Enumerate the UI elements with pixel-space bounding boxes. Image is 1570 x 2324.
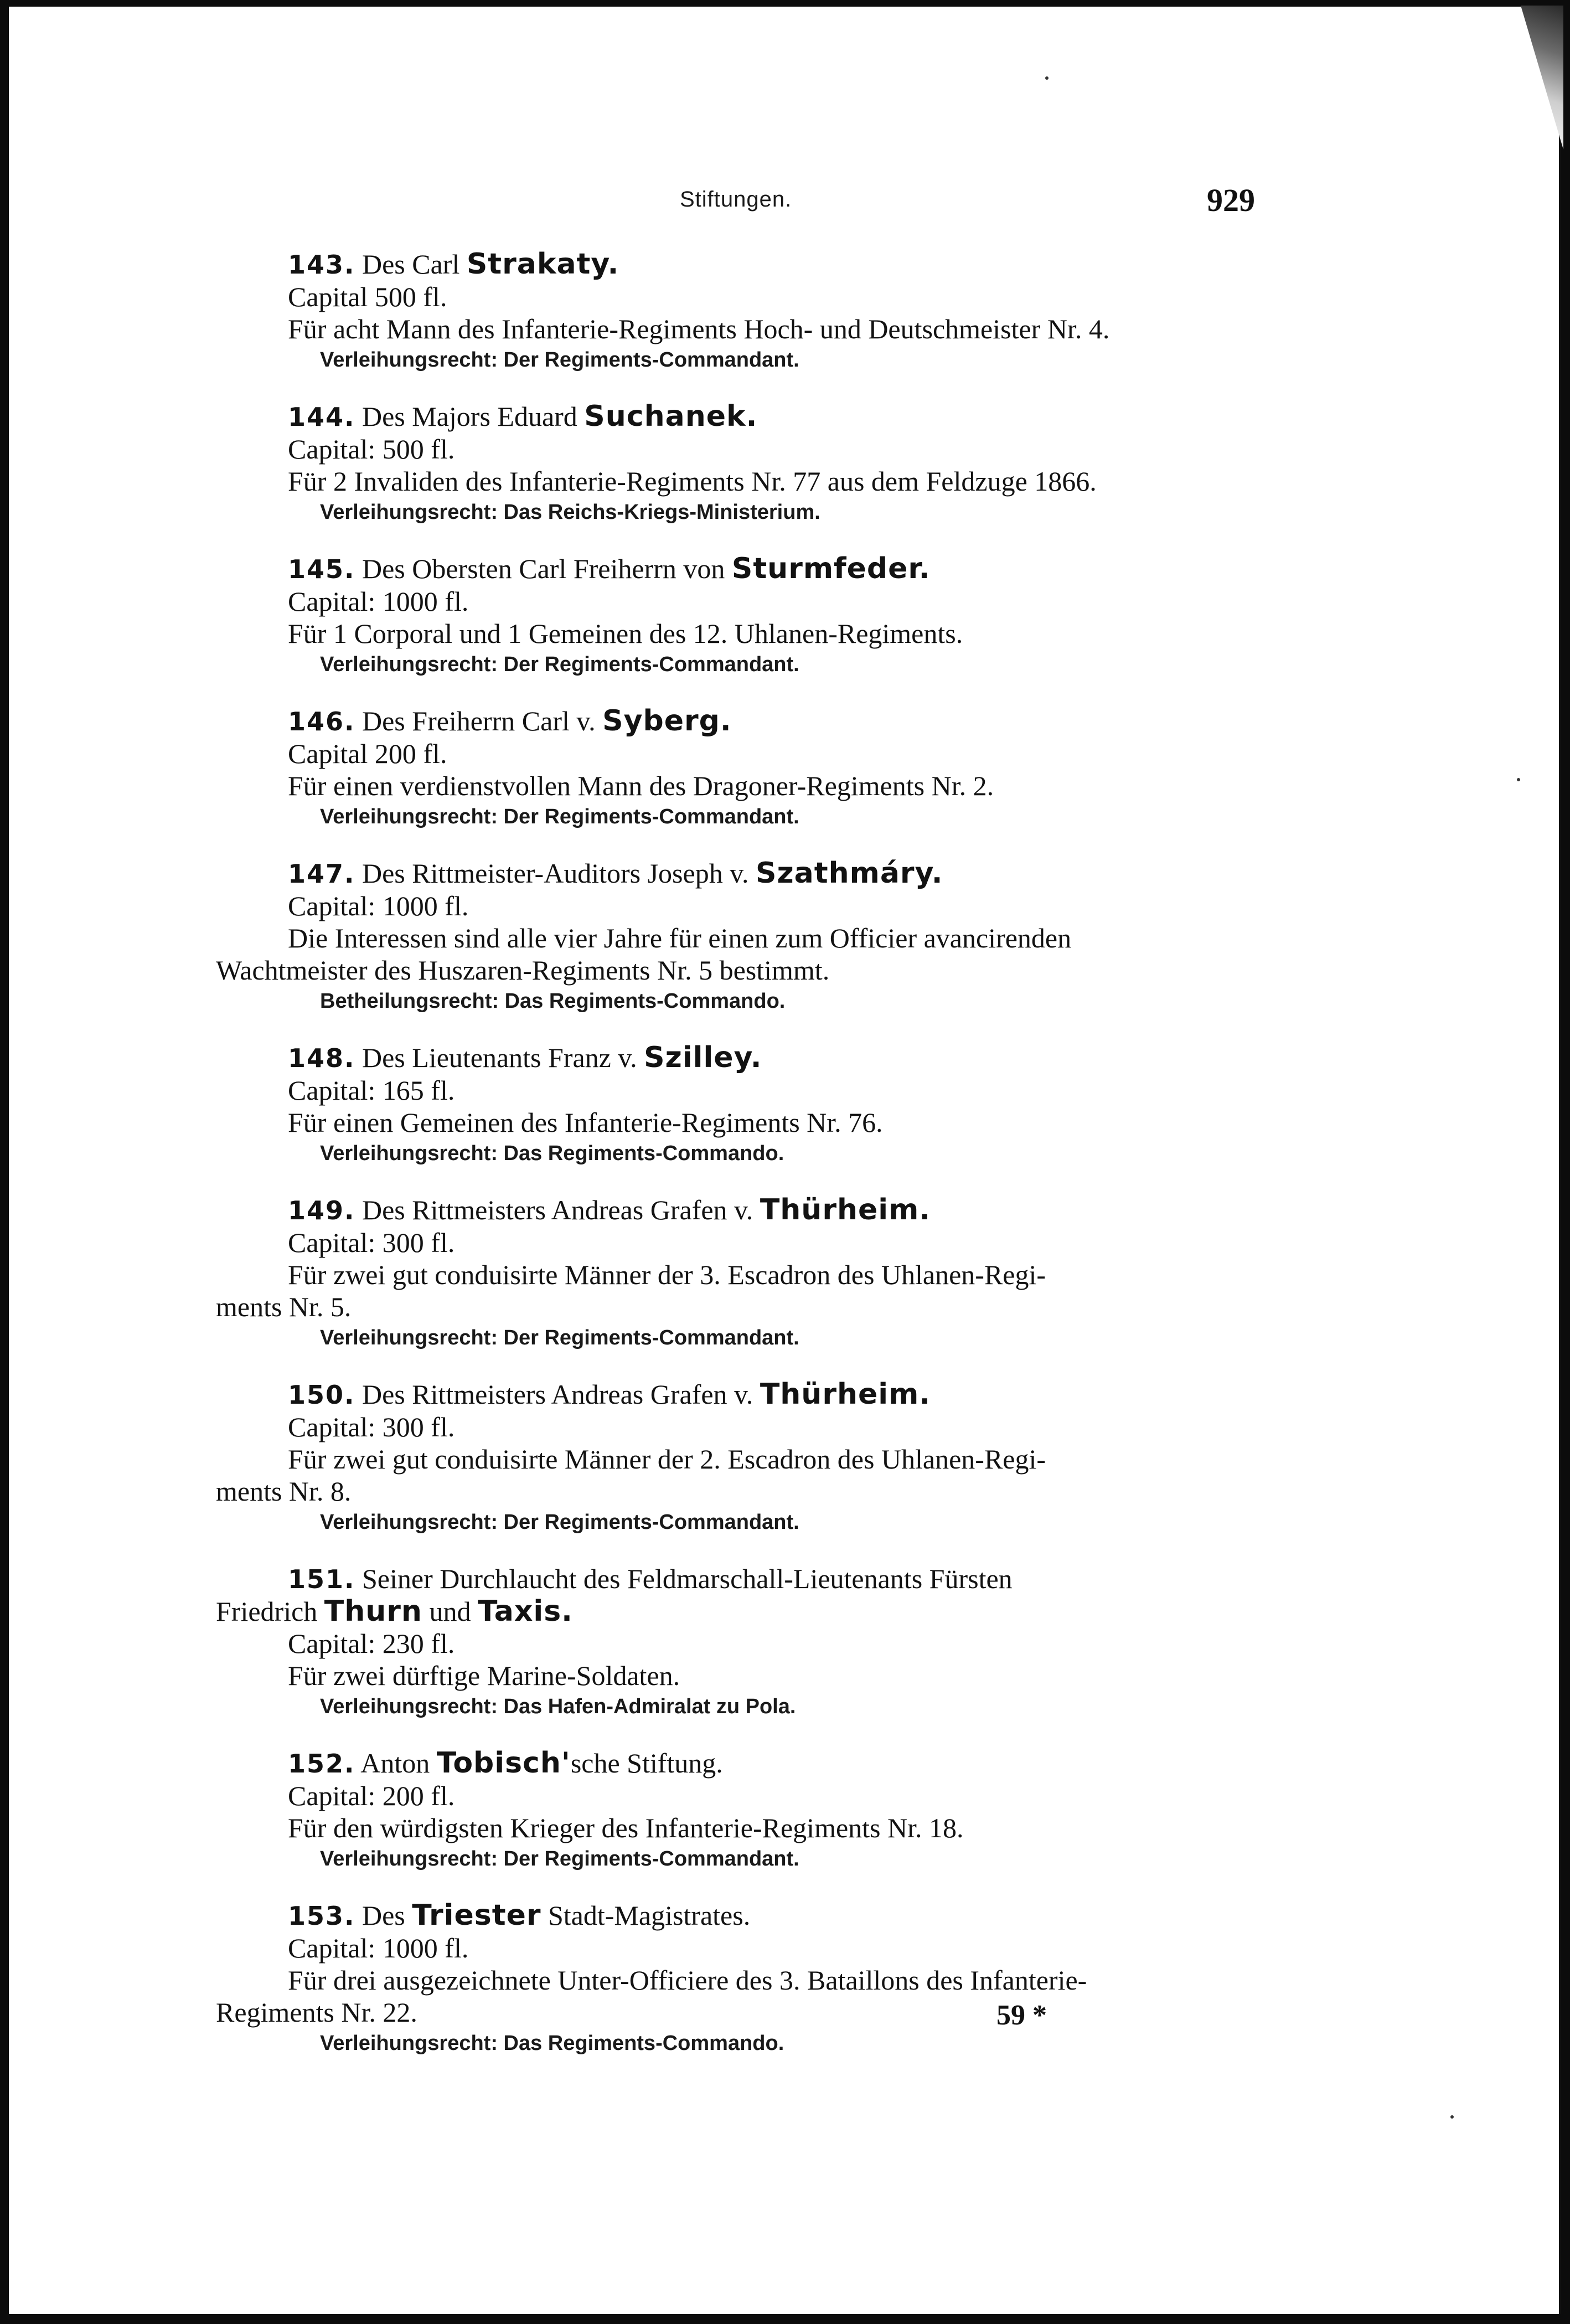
entry-name: Triester <box>412 1899 541 1932</box>
entry-number: 149. <box>288 1196 355 1225</box>
entry-title-text: Anton <box>360 1748 430 1779</box>
entry-number: 151. <box>288 1564 355 1594</box>
entry-title-text: Des Carl <box>362 249 460 280</box>
entry-title <box>288 248 1262 281</box>
entry-capital: Capital: 200 fl. <box>288 1780 455 1811</box>
entry-title-text: Des <box>362 1900 405 1931</box>
entry-purpose: Für 1 Corporal und 1 Gemeinen des 12. Uhlanen-Regiments. <box>288 618 963 649</box>
entry-right: Verleihungsrecht: Der Regiments-Commandant. <box>320 1511 799 1534</box>
entry-purpose: Für acht Mann des Infanterie-Regiments Hoch- und Deutschmeister Nr. 4. <box>288 313 1110 344</box>
entry-title <box>288 1899 1262 1932</box>
entry-name: Szathmáry. <box>755 857 943 890</box>
entry-purpose: Für den würdigsten Krieger des Infanterie-Regiments Nr. 18. <box>288 1812 964 1843</box>
entry-capital: Capital: 300 fl. <box>288 1411 455 1442</box>
entry-right: Verleihungsrecht: Der Regiments-Commandant. <box>320 348 799 372</box>
entry-right: Verleihungsrecht: Das Hafen-Admiralat zu Pola. <box>320 1695 796 1718</box>
entry-title-text: Friedrich <box>216 1596 318 1627</box>
entry-purpose: Für 2 Invaliden des Infanterie-Regiments Nr. 77 aus dem Feldzuge 1866. <box>288 466 1097 497</box>
entry-right: Verleihungsrecht: Der Regiments-Commandant. <box>320 1326 799 1349</box>
entry-number: 150. <box>288 1380 355 1410</box>
entry-purpose-line: Für zwei gut conduisirte Männer der 2. Escadron des Uhlanen-Regi- <box>288 1444 1046 1475</box>
entry-purpose-continuation: Regiments Nr. 22. <box>216 1997 417 2028</box>
entry-number: 144. <box>288 402 355 432</box>
entry-title-text: Stadt-Magistrates. <box>548 1900 751 1931</box>
speck <box>1450 2115 1454 2119</box>
scan-edge-top <box>0 0 1570 7</box>
entry-title-text: Des Rittmeister-Auditors Joseph v. <box>362 858 749 889</box>
entry-title <box>288 400 1262 433</box>
foundation-entry <box>216 1899 1262 2057</box>
entry-title <box>288 1042 1262 1074</box>
entry-capital: Capital: 1000 fl. <box>288 1933 469 1964</box>
entry-number: 145. <box>288 554 355 584</box>
entry-title <box>288 1747 1262 1780</box>
foundations-list <box>216 248 1262 2084</box>
entry-name: Syberg. <box>602 704 732 738</box>
foundation-entry <box>216 1193 1262 1352</box>
scan-edge-left <box>0 0 9 2324</box>
entry-purpose-continuation: ments Nr. 8. <box>216 1476 352 1507</box>
entry-title-text: sche Stiftung. <box>570 1748 723 1779</box>
entry-title-continuation <box>216 1595 1262 1627</box>
running-head: Stiftungen. <box>680 187 792 212</box>
entry-title <box>288 1194 1262 1227</box>
entry-title-text: Des Obersten Carl Freiherrn von <box>362 553 725 584</box>
entry-purpose-line: Für drei ausgezeichnete Unter-Officiere des 3. Bataillons des Infanterie- <box>288 1965 1087 1996</box>
entry-purpose: Für einen verdienstvollen Mann des Dragoner-Regiments Nr. 2. <box>288 770 994 801</box>
entry-name: Szilley. <box>644 1041 762 1074</box>
entry-purpose-line: Die Interessen sind alle vier Jahre für einen zum Officier avancirenden <box>288 923 1072 954</box>
entry-right: Verleihungsrecht: Der Regiments-Commandant. <box>320 805 799 828</box>
entry-purpose <box>216 922 1262 986</box>
entry-purpose <box>216 1259 1262 1323</box>
entry-name: Tobisch' <box>436 1746 571 1780</box>
entry-right: Verleihungsrecht: Das Regiments-Commando. <box>320 2032 784 2055</box>
entry-right: Verleihungsrecht: Das Regiments-Commando. <box>320 1142 784 1165</box>
entry-capital: Capital: 1000 fl. <box>288 586 469 617</box>
entry-title <box>288 553 1262 585</box>
entry-right: Verleihungsrecht: Das Reichs-Kriegs-Ministerium. <box>320 501 820 524</box>
foundation-entry <box>216 857 1262 1015</box>
entry-title <box>216 1563 1262 1628</box>
entry-capital: Capital: 300 fl. <box>288 1227 455 1258</box>
entry-title-text: Des Majors Eduard <box>362 401 577 432</box>
entry-title <box>288 857 1262 890</box>
entry-title-text: und <box>429 1596 471 1627</box>
entry-right: Betheilungsrecht: Das Regiments-Commando. <box>320 990 786 1013</box>
entry-purpose-continuation: Wachtmeister des Huszaren-Regiments Nr. 5 bestimmt. <box>216 955 830 986</box>
entry-capital: Capital: 1000 fl. <box>288 890 469 921</box>
entry-title-text: Des Lieutenants Franz v. <box>362 1042 637 1073</box>
entry-purpose-continuation: ments Nr. 5. <box>216 1291 352 1322</box>
entry-right: Verleihungsrecht: Der Regiments-Commandant. <box>320 1847 799 1870</box>
foundation-entry <box>216 1378 1262 1536</box>
entry-title <box>288 705 1262 738</box>
entry-purpose <box>216 1964 1262 2028</box>
entry-title <box>288 1378 1262 1411</box>
entry-purpose-line: Für zwei gut conduisirte Männer der 3. Escadron des Uhlanen-Regi- <box>288 1259 1046 1290</box>
entry-name: Suchanek. <box>584 400 758 433</box>
entry-capital: Capital 500 fl. <box>288 281 447 312</box>
entry-title-text: Des Rittmeisters Andreas Grafen v. <box>362 1194 753 1225</box>
entry-capital: Capital: 165 fl. <box>288 1075 455 1106</box>
entry-number: 143. <box>288 250 355 280</box>
entry-name: Thürheim. <box>760 1378 931 1411</box>
foundation-entry <box>288 400 1262 526</box>
entry-name: Taxis. <box>477 1595 573 1628</box>
entry-purpose: Für zwei dürftige Marine-Soldaten. <box>288 1660 680 1691</box>
entry-number: 148. <box>288 1043 355 1073</box>
entry-name: Thürheim. <box>760 1193 931 1227</box>
entry-number: 153. <box>288 1901 355 1931</box>
signature-mark: 59 * <box>996 2000 1047 2031</box>
page-number: 929 <box>1207 182 1255 218</box>
speck <box>1517 778 1520 781</box>
entry-title-text: Seiner Durchlaucht des Feldmarschall-Lieutenants Fürsten <box>362 1563 1013 1594</box>
foundation-entry <box>288 1747 1262 1873</box>
entry-number: 147. <box>288 859 355 889</box>
entry-purpose: Für einen Gemeinen des Infanterie-Regiments Nr. 76. <box>288 1107 883 1138</box>
scan-edge-bottom <box>0 2314 1570 2324</box>
entry-name: Strakaty. <box>466 248 619 281</box>
entry-title-text: Des Freiherrn Carl v. <box>362 705 596 736</box>
speck <box>1045 76 1049 80</box>
entry-number: 146. <box>288 707 355 736</box>
entry-purpose <box>216 1443 1262 1507</box>
entry-capital: Capital 200 fl. <box>288 738 447 769</box>
entry-right: Verleihungsrecht: Der Regiments-Commandant. <box>320 653 799 676</box>
foundation-entry <box>288 705 1262 831</box>
entry-capital: Capital: 230 fl. <box>288 1628 455 1659</box>
foundation-entry <box>288 553 1262 678</box>
foundation-entry <box>216 1563 1262 1720</box>
entry-name: Thurn <box>324 1595 422 1628</box>
entry-title-text: Des Rittmeisters Andreas Grafen v. <box>362 1379 753 1410</box>
foundation-entry <box>288 1042 1262 1167</box>
scan-edge-right <box>1561 0 1570 2324</box>
entry-name: Sturmfeder. <box>731 552 931 585</box>
entry-capital: Capital: 500 fl. <box>288 434 455 465</box>
foundation-entry <box>288 248 1262 374</box>
entry-number: 152. <box>288 1749 355 1779</box>
